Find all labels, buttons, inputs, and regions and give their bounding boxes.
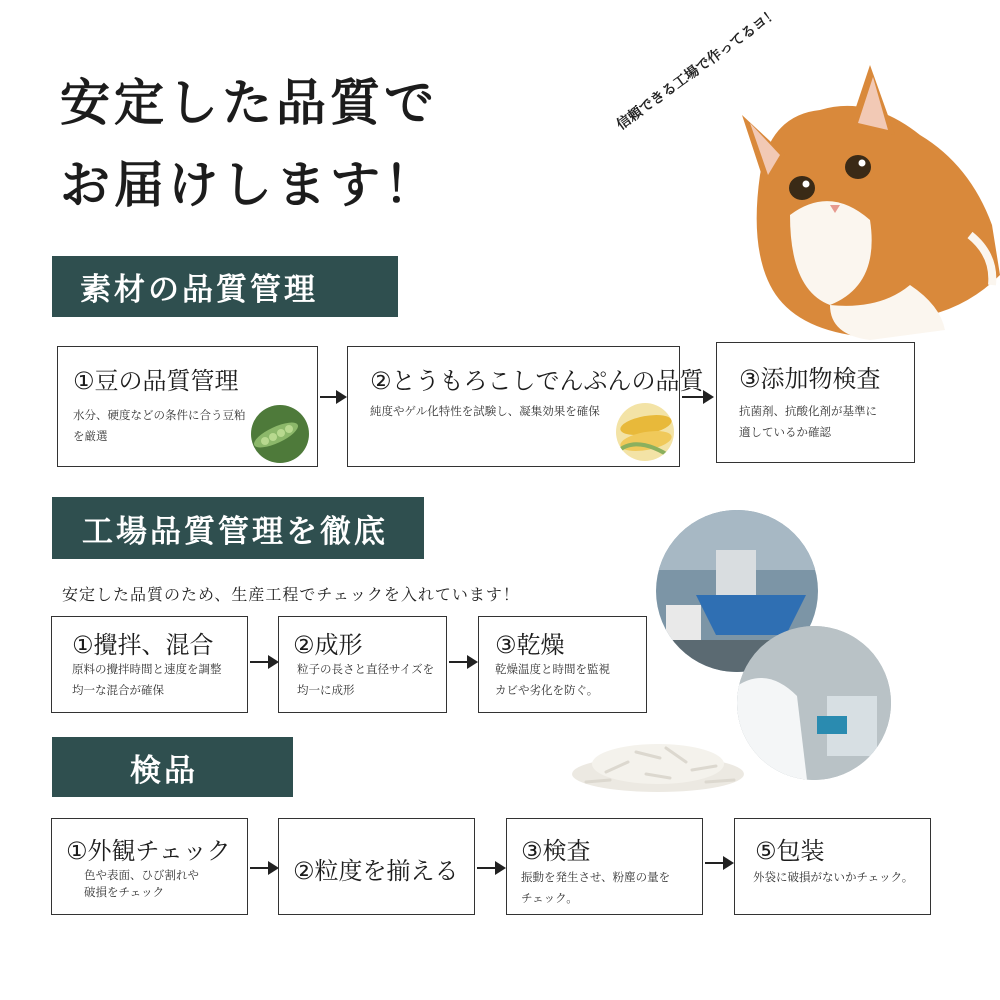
corn-image <box>616 403 674 461</box>
step-title: ③検査 <box>521 837 591 865</box>
cat-caption: 信頼できる工場で作ってるヨ！ <box>613 5 782 134</box>
factory-step-3 <box>478 616 647 713</box>
worker-photo <box>737 626 891 780</box>
arrow-icon <box>320 396 345 398</box>
headline-line2: お届けします！ <box>60 156 438 214</box>
inspection-step-5 <box>734 818 931 915</box>
inspection-step-1 <box>51 818 248 915</box>
arrow-icon <box>705 862 732 864</box>
step-desc: 外袋に破損がないかチェック。 <box>753 870 914 884</box>
cat-photo <box>730 55 1000 345</box>
step-title: ①攪拌、混合 <box>72 631 214 659</box>
step-title: ①外観チェック <box>66 837 231 865</box>
arrow-icon <box>682 396 712 398</box>
pellets-image <box>566 722 746 794</box>
material-step-1 <box>57 346 318 467</box>
inspection-step-2 <box>278 818 475 915</box>
arrow-icon <box>477 867 504 869</box>
step-title: ②粒度を揃える <box>293 857 459 885</box>
section-band-factory: 工場品質管理を徹底 <box>52 497 424 559</box>
step-desc: 原料の攪拌時間と速度を調整 均一な混合が確保 <box>72 662 222 697</box>
arrow-icon <box>250 867 277 869</box>
inspection-step-3 <box>506 818 703 915</box>
step-desc: 抗菌剤、抗酸化剤が基準に 適しているか確認 <box>739 404 877 439</box>
headline-line1: 安定した品質で <box>60 74 438 132</box>
arrow-icon <box>250 661 277 663</box>
step-desc: 水分、硬度などの条件に合う豆粕 を厳選 <box>73 408 246 443</box>
arrow-icon <box>449 661 476 663</box>
step-title: ②成形 <box>293 631 363 659</box>
step-desc: 振動を発生させ、粉塵の量を チェック。 <box>521 870 671 905</box>
step-desc: 乾燥温度と時間を監視 カビや劣化を防ぐ。 <box>495 662 610 697</box>
section-band-material: 素材の品質管理 <box>52 256 398 317</box>
step-desc: 色や表面、ひび割れや 破損をチェック <box>84 868 199 899</box>
step-title: ⑤包装 <box>755 837 825 865</box>
step-desc: 純度やゲル化特性を試験し、凝集効果を確保 <box>370 404 600 418</box>
step-title: ②とうもろこしでんぷんの品質 <box>370 367 704 395</box>
factory-intro: 安定した品質のため、生産工程でチェックを入れています！ <box>62 585 520 604</box>
step-title: ①豆の品質管理 <box>73 367 239 395</box>
material-step-2 <box>347 346 704 467</box>
step-title: ③乾燥 <box>495 631 565 659</box>
section-band-inspection: 検品 <box>52 737 293 797</box>
factory-step-2 <box>278 616 447 713</box>
pea-image <box>251 405 309 463</box>
factory-step-1 <box>51 616 248 713</box>
step-title: ③添加物検査 <box>739 365 881 393</box>
material-step-3 <box>716 342 915 463</box>
step-desc: 粒子の長さと直径サイズを 均一に成形 <box>297 662 435 697</box>
